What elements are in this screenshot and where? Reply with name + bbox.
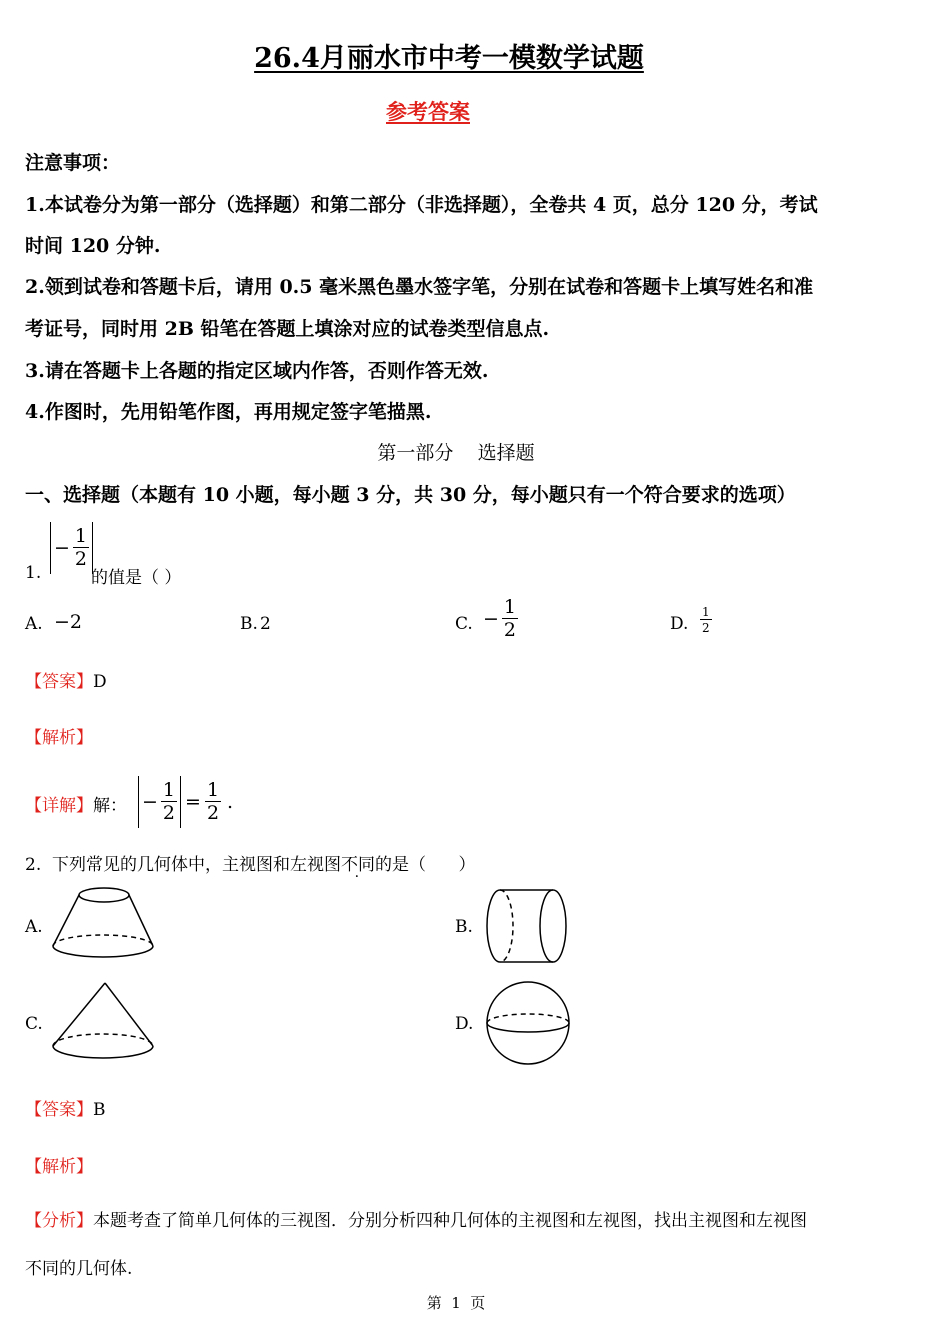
q1-detail-equation xyxy=(138,776,233,828)
q2-option-a-label: A. xyxy=(25,917,43,937)
notice-line-1: 1.本试卷分为第一部分（选择题）和第二部分（非选择题），全卷共 4 页，总分 120 分，考试 xyxy=(25,194,818,216)
cylinder-figure xyxy=(482,884,574,968)
q2-fenxi-line2: 不同的几何体. xyxy=(25,1259,133,1279)
q1-detail-sign: − xyxy=(142,791,158,813)
q2-fenxi-tag: 【分析】 xyxy=(25,1211,93,1231)
notice-line-4: 考证号，同时用 2B 铅笔在答题上填涂对应的试卷类型信息点. xyxy=(25,318,550,340)
part-title: 第一部分 选择题 xyxy=(377,442,535,464)
q2-answer-tag: 【答案】 xyxy=(25,1100,93,1120)
q1-detail-tag-wrap xyxy=(25,791,127,816)
cone-figure xyxy=(48,980,158,1064)
q1-detail-end: . xyxy=(227,791,234,813)
q1-stem-tail: 的值是（ ） xyxy=(91,568,182,588)
q1-option-a-value: −2 xyxy=(54,611,83,633)
notice-line-6: 4.作图时，先用铅笔作图，再用规定签字笔描黑. xyxy=(25,401,432,423)
page-number: 第 1 页 xyxy=(426,1294,486,1312)
q2-stem xyxy=(25,850,475,875)
notice-line-5: 3.请在答题卡上各题的指定区域内作答，否则作答无效. xyxy=(25,360,489,382)
q1-answer xyxy=(25,667,107,692)
q2-analysis-tag: 【解析】 xyxy=(25,1157,93,1177)
q1-option-c-value xyxy=(483,598,518,640)
q2-stem-emph: 不同 xyxy=(341,855,376,875)
q1-detail-result-num: 1 xyxy=(206,779,220,801)
notice-line-2: 时间 120 分钟. xyxy=(25,235,161,257)
q1-expression xyxy=(50,522,93,574)
q1-option-c-sign: − xyxy=(483,608,499,630)
q1-expr-den: 2 xyxy=(74,548,88,570)
q2-option-d-label: D. xyxy=(455,1014,474,1034)
q1-option-d-num: 1 xyxy=(702,605,710,619)
q2-answer-value: B xyxy=(93,1100,106,1120)
q1-option-b-value: 2 xyxy=(260,614,271,634)
q1-option-c-label: C. xyxy=(455,614,473,634)
q2-stem-prefix: 2. 下列常见的几何体中，主视图和左视图 xyxy=(25,855,342,875)
q1-detail-prefix: 解： xyxy=(93,796,127,816)
q1-option-d-den: 2 xyxy=(702,621,710,635)
q2-stem-suffix: 的是（ ） xyxy=(375,855,476,875)
q1-option-d-value xyxy=(700,606,712,634)
q1-option-c-num: 1 xyxy=(503,596,517,618)
q1-answer-value: D xyxy=(93,672,107,692)
notice-line-3: 2.领到试卷和答题卡后，请用 0.5 毫米黑色墨水签字笔，分别在试卷和答题卡上填写姓名和准 xyxy=(25,276,814,298)
q1-detail-den: 2 xyxy=(162,802,176,824)
q1-number: 1. xyxy=(25,563,42,583)
q1-analysis-tag: 【解析】 xyxy=(25,728,93,748)
notice-heading: 注意事项： xyxy=(25,152,121,174)
q1-detail-equals: = xyxy=(185,791,201,813)
frustum-figure xyxy=(48,885,158,965)
answer-subtitle: 参考答案 xyxy=(386,99,470,124)
q1-detail-result-den: 2 xyxy=(206,802,220,824)
sphere-figure xyxy=(482,980,574,1066)
q2-option-c-label: C. xyxy=(25,1014,43,1034)
q1-detail-tag: 【详解】 xyxy=(25,796,93,816)
q2-answer xyxy=(25,1095,106,1120)
q2-fenxi xyxy=(25,1206,807,1231)
q1-option-b-label: B. xyxy=(240,614,258,634)
q1-option-c-den: 2 xyxy=(503,619,517,641)
q1-option-a-label: A. xyxy=(25,614,43,634)
page-title: 26.4月丽水市中考一模数学试题 xyxy=(254,43,644,74)
section-heading: 一、选择题（本题有 10 小题，每小题 3 分，共 30 分，每小题只有一个符合要求的选项） xyxy=(25,484,796,506)
q1-answer-tag: 【答案】 xyxy=(25,672,93,692)
q1-option-d-label: D. xyxy=(670,614,689,634)
q1-expr-num: 1 xyxy=(74,525,88,547)
q1-detail-num: 1 xyxy=(162,779,176,801)
q1-expr-sign: − xyxy=(54,537,70,559)
q2-fenxi-line1: 本题考查了简单几何体的三视图．分别分析四种几何体的主视图和左视图，找出主视图和左视图 xyxy=(93,1211,807,1231)
q2-option-b-label: B. xyxy=(455,917,473,937)
